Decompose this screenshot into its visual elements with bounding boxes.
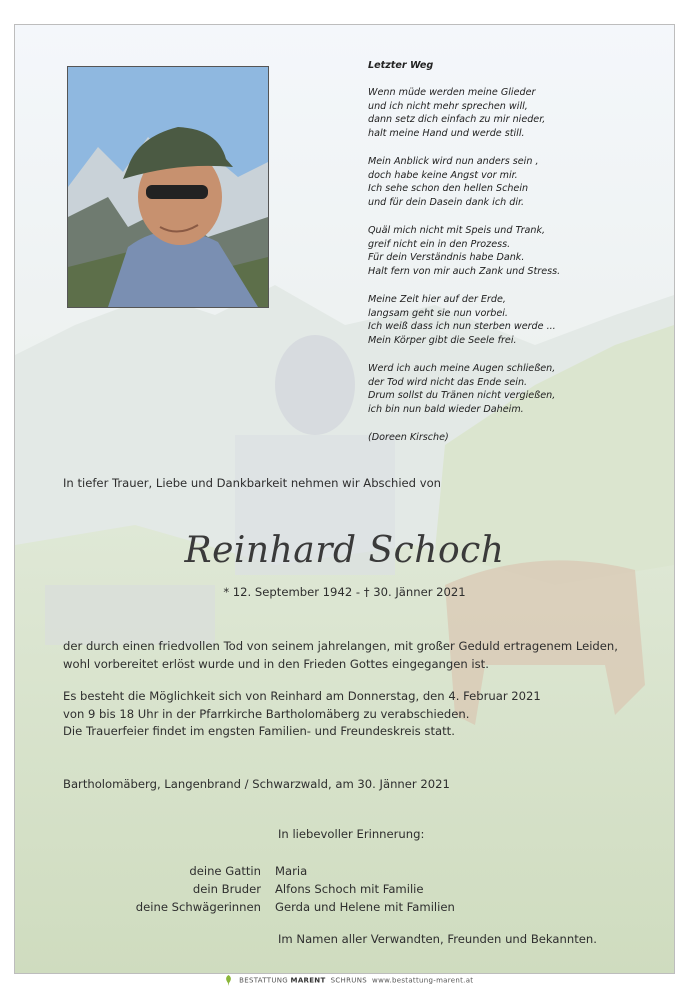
footer-url[interactable]: www.bestattung-marent.at: [372, 976, 474, 985]
family-row: [75, 899, 455, 917]
poem-stanza-2: Mein Anblick wird nun anders sein , doch habe keine Angst vor mir. Ich sehe schon den hellen Schein und für dein Dasein dank ich dir.: [368, 155, 539, 209]
family-names: Gerda und Helene mit Familien: [275, 899, 455, 914]
poem: [368, 59, 668, 445]
leaf-logo-icon: [224, 975, 233, 986]
footer-prefix: BESTATTUNG: [239, 976, 289, 985]
poem-author: (Doreen Kirsche): [368, 431, 449, 443]
poem-stanza-3: Quäl mich nicht mit Speis und Trank, greif nicht ein in den Prozess. Für dein Verständnis habe Dank. Halt fern von mir auch Zank und Stress.: [368, 224, 561, 278]
family-list: [75, 863, 455, 916]
family-row: [75, 863, 455, 881]
poem-title: Letzter Weg: [368, 60, 434, 71]
portrait-photo: [67, 66, 269, 308]
deceased-name: Reinhard Schoch: [184, 530, 505, 571]
memory-heading: In liebevoller Erinnerung:: [278, 827, 425, 841]
life-dates: * 12. September 1942 - † 30. Jänner 2021: [223, 585, 466, 599]
paragraph-farewell: Es besteht die Möglichkeit sich von Reinhard am Donnerstag, den 4. Februar 2021 von 9 bis 18 Uhr in der Pfarrkirche Bartholomäberg zu verabschieden. Die Trauerfeier findet im engsten Familien- und Freundeskreis statt.: [63, 689, 541, 738]
family-row: [75, 881, 455, 899]
obituary-card: [14, 24, 675, 974]
place-date: Bartholomäberg, Langenbrand / Schwarzwald, am 30. Jänner 2021: [63, 777, 450, 791]
poem-stanza-4: Meine Zeit hier auf der Erde, langsam geht sie nun vorbei. Ich weiß dass ich nun sterben werde ... Mein Körper gibt die Seele frei.: [368, 293, 556, 347]
paragraph-passing: der durch einen friedvollen Tod von seinem jahrelangen, mit großer Geduld ertragenem Leiden, wohl vorbereitet erlöst wurde und in den Frieden Gottes eingegangen ist.: [63, 639, 618, 671]
family-relation: deine Schwägerinnen: [135, 899, 261, 914]
intro-text: In tiefer Trauer, Liebe und Dankbarkeit nehmen wir Abschied von: [63, 476, 442, 490]
family-relation: deine Gattin: [189, 864, 261, 878]
footer-town: SCHRUNS: [330, 976, 367, 985]
closing-text: Im Namen aller Verwandten, Freunden und Bekannten.: [278, 932, 597, 946]
family-names: Alfons Schoch mit Familie: [275, 881, 424, 896]
family-names: Maria: [275, 864, 308, 878]
footer-brand: MARENT: [290, 976, 326, 985]
family-relation: dein Bruder: [192, 881, 261, 896]
poem-stanza-1: Wenn müde werden meine Glieder und ich nicht mehr sprechen will, dann setz dich einfach zu mir nieder, halt meine Hand und werde still.: [368, 86, 546, 140]
footer: [0, 975, 697, 986]
poem-stanza-5: Werd ich auch meine Augen schließen, der Tod wird nicht das Ende sein. Drum sollst du Tränen nicht vergießen, ich bin nun bald wieder Daheim.: [368, 362, 556, 416]
